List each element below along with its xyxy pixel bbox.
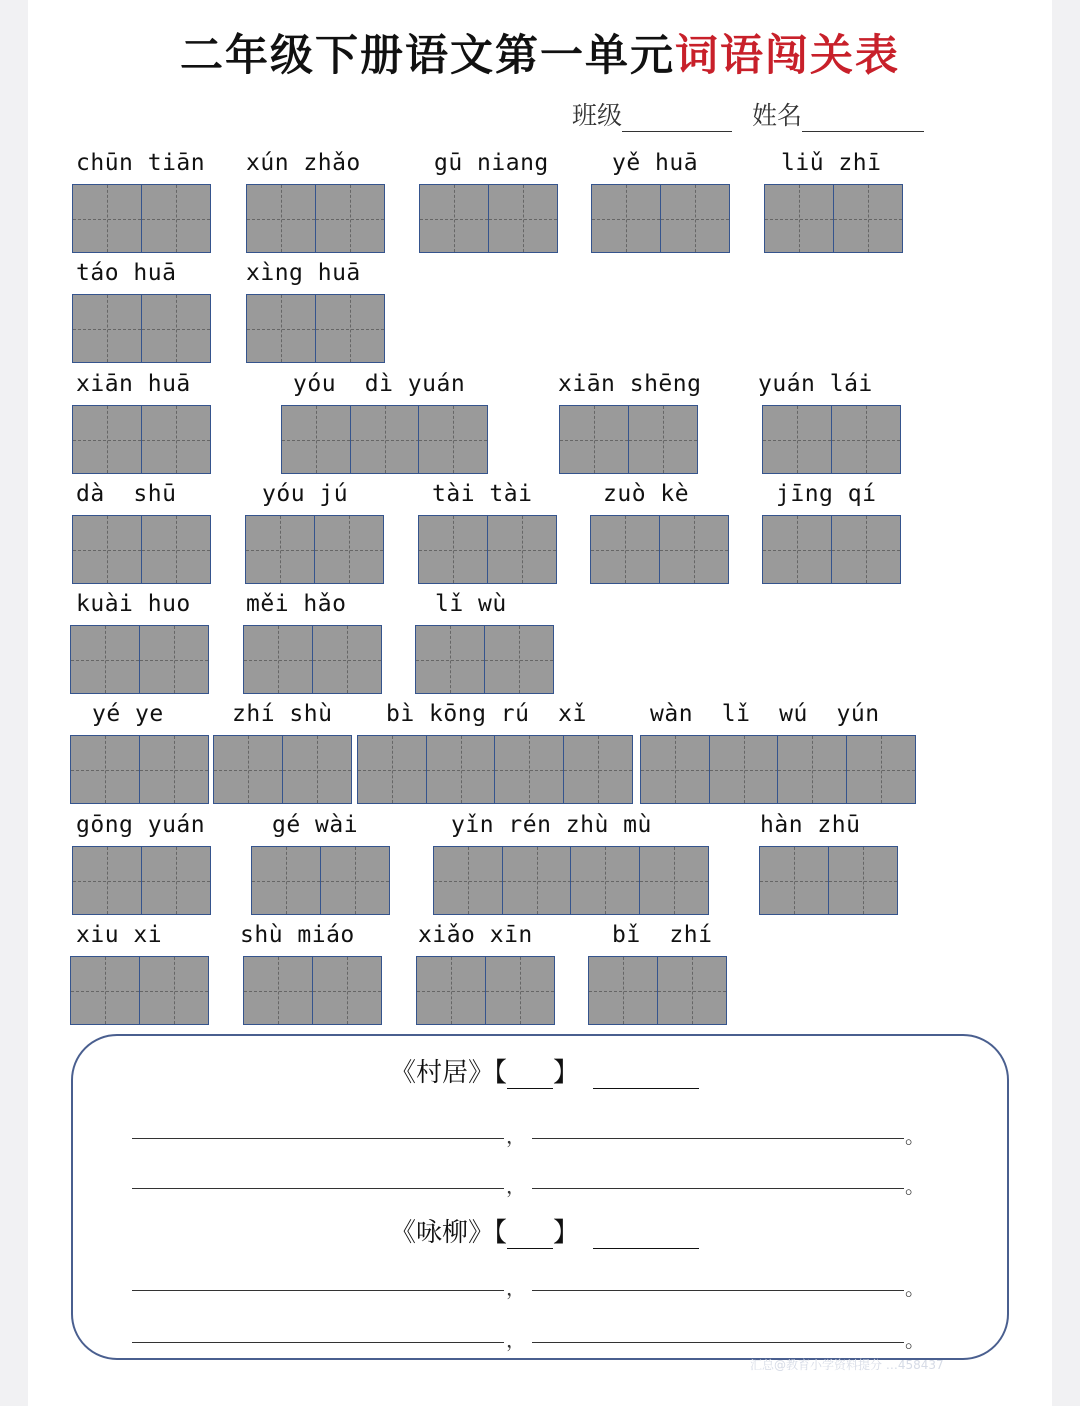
watermark: 汇总@教育小学资料提分 …458437 — [750, 1358, 944, 1372]
tianzige-cell[interactable] — [139, 956, 209, 1025]
tianzige-cell[interactable] — [709, 735, 779, 804]
tianzige-cell[interactable] — [828, 846, 898, 915]
tianzige-cell[interactable] — [640, 735, 710, 804]
period-mark: 。 — [905, 1276, 925, 1300]
pinyin-label: yóu jú — [262, 481, 349, 507]
comma-mark: ， — [506, 1328, 526, 1352]
tianzige-cell[interactable] — [846, 735, 916, 804]
pinyin-label: kuài huo — [76, 591, 191, 617]
tianzige-cell[interactable] — [628, 405, 698, 474]
dynasty-blank[interactable] — [507, 1224, 553, 1249]
tianzige-cell[interactable] — [488, 184, 558, 253]
period-mark: 。 — [905, 1174, 925, 1198]
tianzige-cell[interactable] — [591, 184, 661, 253]
pinyin-label: wàn lǐ wú yún — [650, 701, 880, 727]
tianzige-cell[interactable] — [415, 625, 485, 694]
writing-boxes — [70, 735, 207, 804]
pinyin-label: měi hǎo — [246, 591, 347, 617]
tianzige-cell[interactable] — [141, 294, 211, 363]
write-line[interactable] — [132, 1188, 504, 1189]
writing-boxes — [418, 515, 555, 584]
write-line[interactable] — [132, 1342, 504, 1343]
tianzige-cell[interactable] — [559, 405, 629, 474]
tianzige-cell[interactable] — [485, 956, 555, 1025]
name-blank[interactable] — [802, 105, 924, 132]
tianzige-cell[interactable] — [777, 735, 847, 804]
tianzige-cell[interactable] — [70, 956, 140, 1025]
pinyin-label: jīng qí — [776, 481, 877, 507]
tianzige-cell[interactable] — [72, 294, 142, 363]
tianzige-cell[interactable] — [70, 735, 140, 804]
write-line[interactable] — [532, 1138, 904, 1139]
writing-boxes — [559, 405, 696, 474]
write-line[interactable] — [532, 1290, 904, 1291]
pinyin-label: tài tài — [432, 481, 533, 507]
poem-title-cunju: 《村居》【 】 — [390, 1052, 699, 1089]
writing-boxes — [245, 515, 382, 584]
writing-boxes — [72, 294, 209, 363]
writing-boxes — [416, 956, 553, 1025]
tianzige-cell[interactable] — [419, 184, 489, 253]
write-line[interactable] — [532, 1342, 904, 1343]
comma-mark: ， — [506, 1276, 526, 1300]
writing-boxes — [70, 625, 207, 694]
writing-boxes — [759, 846, 896, 915]
author-blank[interactable] — [593, 1224, 699, 1249]
tianzige-cell[interactable] — [484, 625, 554, 694]
writing-boxes — [762, 405, 899, 474]
tianzige-cell[interactable] — [141, 184, 211, 253]
tianzige-cell[interactable] — [72, 846, 142, 915]
writing-boxes — [70, 956, 207, 1025]
pinyin-label: xiǎo xīn — [418, 922, 533, 948]
tianzige-cell[interactable] — [357, 735, 427, 804]
tianzige-cell[interactable] — [314, 515, 384, 584]
tianzige-cell[interactable] — [833, 184, 903, 253]
pinyin-label: yuán lái — [758, 371, 873, 397]
period-mark: 。 — [905, 1328, 925, 1352]
pinyin-label: lǐ wù — [435, 591, 507, 617]
tianzige-cell[interactable] — [243, 625, 313, 694]
pinyin-label: gōng yuán — [76, 812, 206, 838]
pinyin-label: gé wài — [272, 812, 359, 838]
pinyin-label: hàn zhū — [760, 812, 861, 838]
tianzige-cell[interactable] — [139, 625, 209, 694]
tianzige-cell[interactable] — [245, 515, 315, 584]
write-line[interactable] — [132, 1290, 504, 1291]
pinyin-label: xìng huā — [246, 260, 361, 286]
pinyin-label: bǐ zhí — [612, 922, 713, 948]
period-mark: 。 — [905, 1124, 925, 1148]
tianzige-cell[interactable] — [72, 184, 142, 253]
tianzige-cell[interactable] — [426, 735, 496, 804]
pinyin-label: yóu dì yuán — [293, 371, 466, 397]
writing-boxes — [419, 184, 556, 253]
write-line[interactable] — [532, 1188, 904, 1189]
pinyin-label: xiān shēng — [558, 371, 702, 397]
writing-boxes — [590, 515, 727, 584]
tianzige-cell[interactable] — [494, 735, 564, 804]
pinyin-label: bì kōng rú xǐ — [386, 701, 587, 727]
tianzige-cell[interactable] — [657, 956, 727, 1025]
tianzige-cell[interactable] — [502, 846, 572, 915]
class-blank[interactable] — [622, 105, 732, 132]
pinyin-label: liǔ zhī — [781, 150, 882, 176]
writing-boxes — [72, 515, 209, 584]
tianzige-cell[interactable] — [487, 515, 557, 584]
tianzige-cell[interactable] — [141, 515, 211, 584]
pinyin-label: xiu xi — [76, 922, 163, 948]
writing-boxes — [281, 405, 487, 474]
tianzige-cell[interactable] — [72, 405, 142, 474]
tianzige-cell[interactable] — [312, 625, 382, 694]
tianzige-cell[interactable] — [281, 405, 351, 474]
writing-boxes — [415, 625, 552, 694]
pinyin-label: dà shū — [76, 481, 177, 507]
writing-boxes — [591, 184, 728, 253]
class-label: 班级 — [572, 101, 623, 130]
student-info — [572, 96, 924, 132]
tianzige-cell[interactable] — [762, 515, 832, 584]
pinyin-label: yě huā — [612, 150, 699, 176]
tianzige-cell[interactable] — [590, 515, 660, 584]
tianzige-cell[interactable] — [418, 515, 488, 584]
tianzige-cell[interactable] — [831, 515, 901, 584]
tianzige-cell[interactable] — [418, 405, 488, 474]
write-line[interactable] — [132, 1138, 504, 1139]
tianzige-cell[interactable] — [639, 846, 709, 915]
writing-boxes — [762, 515, 899, 584]
pinyin-label: chūn tiān — [76, 150, 206, 176]
pinyin-label: gū niang — [434, 150, 549, 176]
tianzige-cell[interactable] — [660, 184, 730, 253]
tianzige-cell[interactable] — [416, 956, 486, 1025]
writing-boxes — [72, 184, 209, 253]
tianzige-cell[interactable] — [315, 184, 385, 253]
tianzige-cell[interactable] — [141, 846, 211, 915]
tianzige-cell[interactable] — [588, 956, 658, 1025]
tianzige-cell[interactable] — [350, 405, 420, 474]
writing-boxes — [246, 294, 383, 363]
tianzige-cell[interactable] — [320, 846, 390, 915]
writing-boxes — [72, 405, 209, 474]
dynasty-blank[interactable] — [507, 1064, 553, 1089]
tianzige-cell[interactable] — [243, 956, 313, 1025]
tianzige-cell[interactable] — [246, 184, 316, 253]
pinyin-label: xún zhǎo — [246, 150, 361, 176]
writing-boxes — [246, 184, 383, 253]
writing-boxes — [243, 956, 380, 1025]
pinyin-label: yǐn rén zhù mù — [451, 812, 652, 838]
tianzige-cell[interactable] — [570, 846, 640, 915]
title-black: 二年级下册语文第一单元 — [180, 31, 675, 81]
writing-boxes — [764, 184, 901, 253]
pinyin-label: xiān huā — [76, 371, 191, 397]
tianzige-cell[interactable] — [659, 515, 729, 584]
page-title — [0, 22, 1080, 83]
tianzige-cell[interactable] — [433, 846, 503, 915]
pinyin-label: zuò kè — [603, 481, 690, 507]
poem-title-yongliu: 《咏柳》【 】 — [390, 1212, 699, 1249]
writing-boxes — [588, 956, 725, 1025]
name-label: 姓名 — [751, 101, 802, 130]
pinyin-label: yé ye — [92, 701, 164, 727]
writing-boxes — [72, 846, 209, 915]
writing-boxes — [640, 735, 914, 804]
tianzige-cell[interactable] — [72, 515, 142, 584]
writing-boxes — [357, 735, 631, 804]
tianzige-cell[interactable] — [764, 184, 834, 253]
tianzige-cell[interactable] — [70, 625, 140, 694]
writing-boxes — [433, 846, 707, 915]
pinyin-label: zhí shù — [232, 701, 333, 727]
tianzige-cell[interactable] — [139, 735, 209, 804]
comma-mark: ， — [506, 1174, 526, 1198]
tianzige-cell[interactable] — [282, 735, 352, 804]
tianzige-cell[interactable] — [251, 846, 321, 915]
writing-boxes — [251, 846, 388, 915]
author-blank[interactable] — [593, 1064, 699, 1089]
pinyin-label: táo huā — [76, 260, 177, 286]
tianzige-cell[interactable] — [759, 846, 829, 915]
comma-mark: ， — [506, 1124, 526, 1148]
title-red: 词语闯关表 — [675, 31, 900, 81]
tianzige-cell[interactable] — [315, 294, 385, 363]
tianzige-cell[interactable] — [563, 735, 633, 804]
writing-boxes — [213, 735, 350, 804]
tianzige-cell[interactable] — [213, 735, 283, 804]
tianzige-cell[interactable] — [141, 405, 211, 474]
tianzige-cell[interactable] — [762, 405, 832, 474]
tianzige-cell[interactable] — [246, 294, 316, 363]
tianzige-cell[interactable] — [831, 405, 901, 474]
tianzige-cell[interactable] — [312, 956, 382, 1025]
writing-boxes — [243, 625, 380, 694]
pinyin-label: shù miáo — [240, 922, 355, 948]
